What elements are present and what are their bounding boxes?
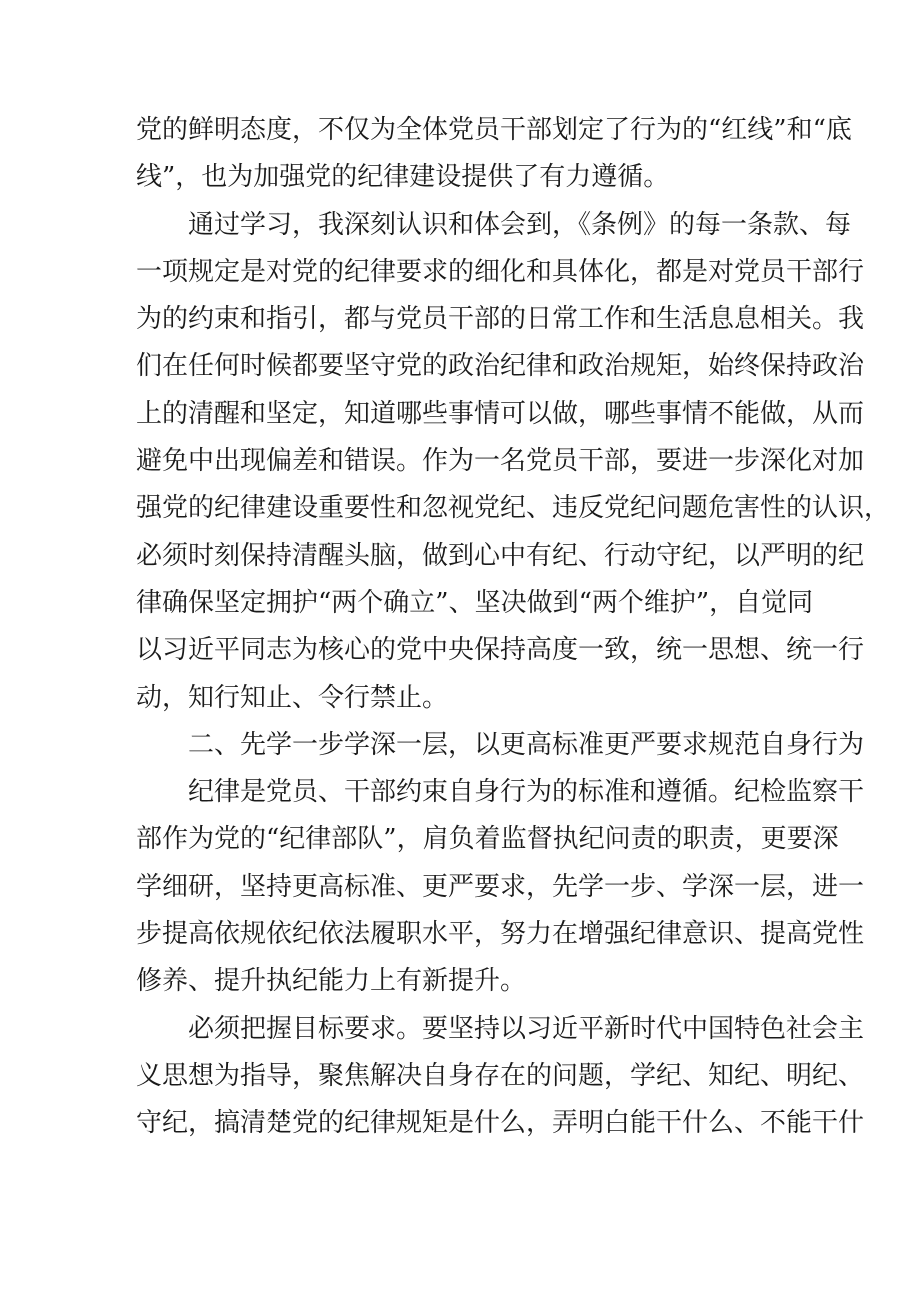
text-line: 避免中出现偏差和错误。作为一名党员干部，要进一步深化对加 <box>136 446 865 477</box>
text-line: 步提高依规依纪依法履职水平，努力在增强纪律意识、提高党性 <box>136 919 865 950</box>
text-line: 必须把握目标要求。要坚持以习近平新时代中国特色社会主 <box>188 1013 865 1044</box>
text-line: 律确保坚定拥护“两个确立”、坚决做到“两个维护”，自觉同 <box>136 587 814 618</box>
text-line: 线”，也为加强党的纪律建设提供了有力遵循。 <box>136 162 670 193</box>
text-line: 党的鲜明态度，不仅为全体党员干部划定了行为的“红线”和“底 <box>136 115 852 145</box>
document-body <box>136 107 891 1148</box>
paragraph-continuation <box>136 107 852 202</box>
text-line: 部作为党的“纪律部队”，肩负着监督执纪问责的职责，更要深 <box>136 824 839 855</box>
paragraph-study-understanding <box>136 202 891 722</box>
text-line: 纪律是党员、干部约束自身行为的标准和遵循。纪检监察干 <box>188 777 865 808</box>
text-line: 一项规定是对党的纪律要求的细化和具体化，都是对党员干部行 <box>136 256 865 287</box>
text-line: 通过学习，我深刻认识和体会到，《条例》的每一条款、每 <box>188 209 852 240</box>
text-line: 动，知行知止、令行禁止。 <box>136 682 449 713</box>
paragraph-target-requirements <box>136 1006 865 1148</box>
text-line: 义思想为指导，聚焦解决自身存在的问题，学纪、知纪、明纪、 <box>136 1060 865 1091</box>
text-line: 们在任何时候都要坚守党的政治纪律和政治规矩，始终保持政治 <box>136 351 865 382</box>
text-line: 以习近平同志为核心的党中央保持高度一致，统一思想、统一行 <box>136 635 865 666</box>
text-line: 为的约束和指引，都与党员干部的日常工作和生活息息相关。我 <box>136 304 865 335</box>
text-line: 守纪，搞清楚党的纪律规矩是什么，弄明白能干什么、不能干什 <box>136 1108 865 1139</box>
text-line: 强党的纪律建设重要性和忽视党纪、违反党纪问题危害性的认识， <box>136 493 891 524</box>
text-line: 上的清醒和坚定，知道哪些事情可以做，哪些事情不能做，从而 <box>136 398 865 429</box>
text-line: 学细研，坚持更高标准、更严要求，先学一步、学深一层，进一 <box>136 871 865 902</box>
section-heading <box>136 722 865 769</box>
paragraph-discipline-standard <box>136 769 865 1005</box>
text-line: 必须时刻保持清醒头脑，做到心中有纪、行动守纪，以严明的纪 <box>136 540 865 571</box>
heading-line: 二、先学一步学深一层，以更高标准更严要求规范自身行为 <box>188 729 865 760</box>
text-line: 修养、提升执纪能力上有新提升。 <box>136 966 527 997</box>
